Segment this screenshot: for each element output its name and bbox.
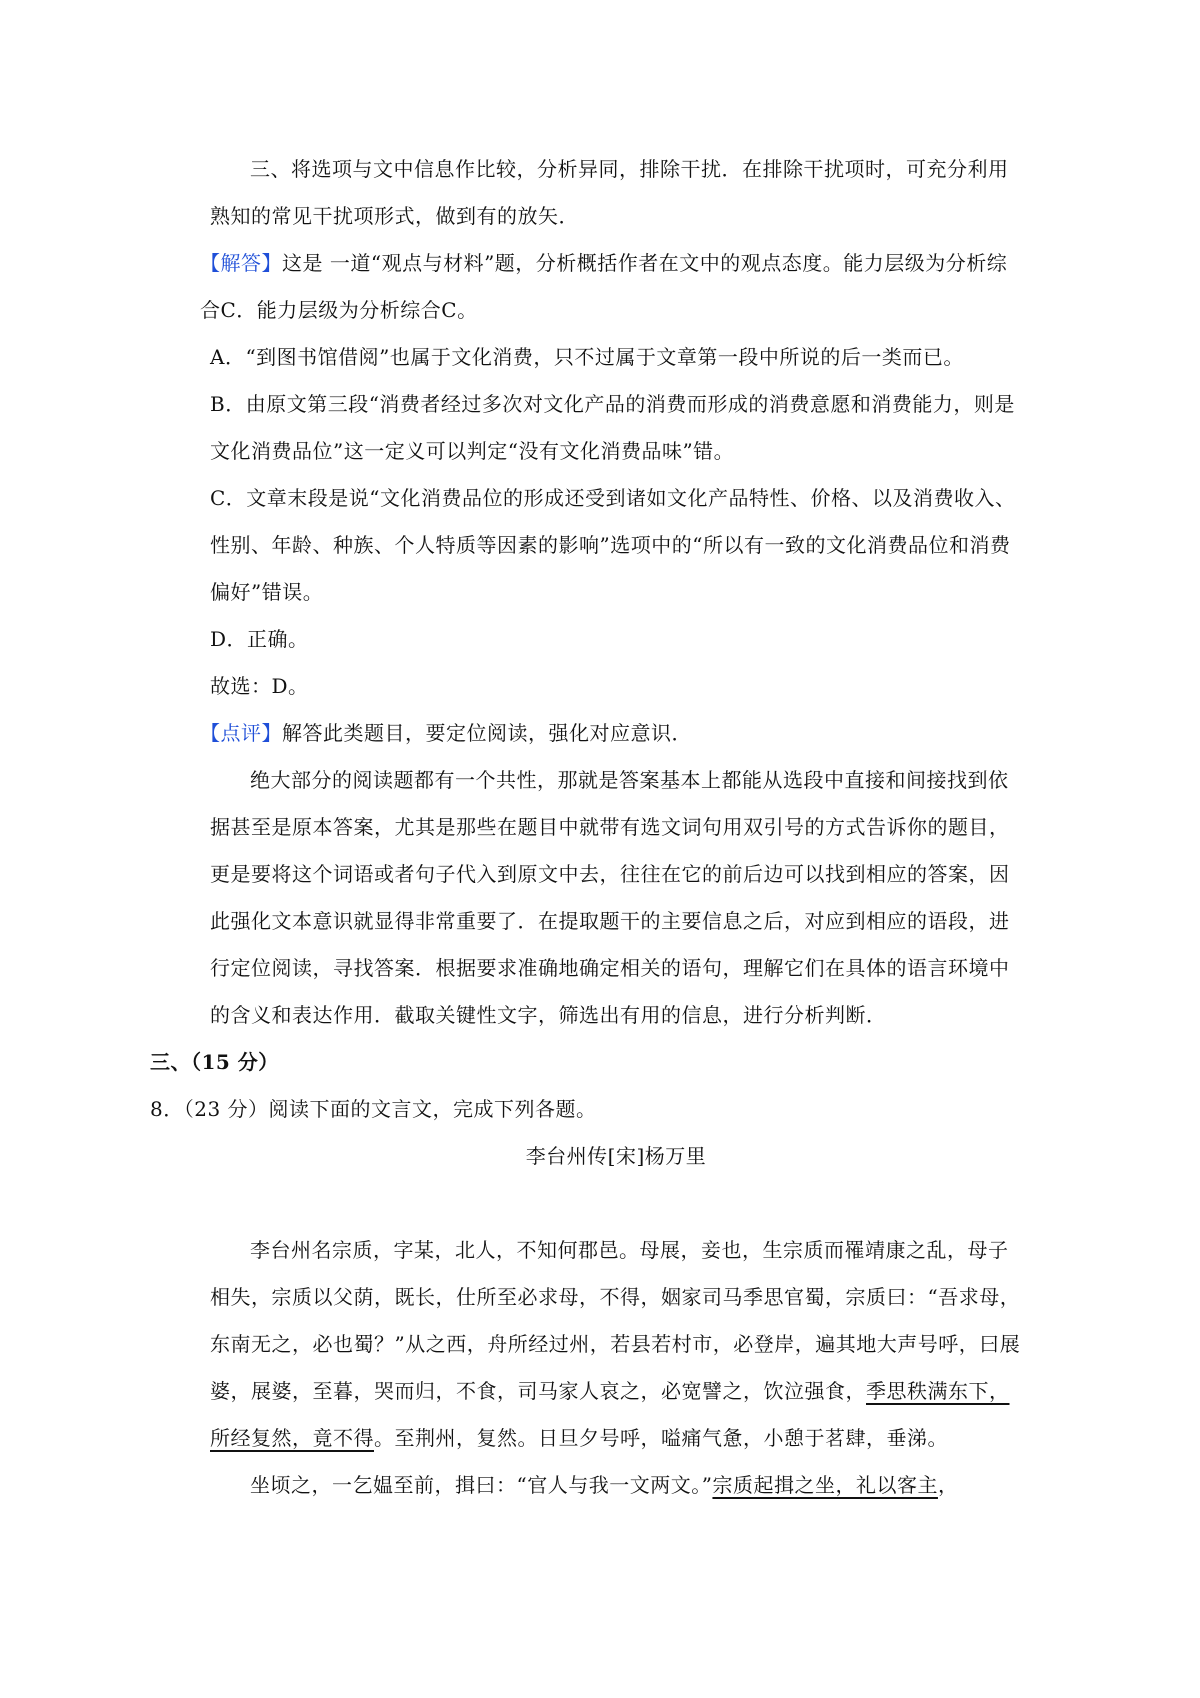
option-c xyxy=(210,475,1022,616)
final-choice-text: 故选：D。 xyxy=(210,674,309,698)
option-d xyxy=(210,616,1022,663)
passage-paragraph-2-underlined: 宗质起揖之坐，礼以客主 xyxy=(712,1473,938,1497)
passage-title xyxy=(210,1133,1022,1180)
analysis-text: 三、将选项与文中信息作比较，分析异同，排除干扰．在排除干扰项时，可充分利用熟知的常见干扰项形式，做到有的放矢． xyxy=(210,157,1009,228)
question-line-text: 8．（23 分）阅读下面的文言文，完成下列各题。 xyxy=(150,1097,597,1121)
passage-paragraph-2 xyxy=(210,1462,1022,1509)
option-d-text: D．正确。 xyxy=(210,627,309,651)
option-a-text: A．“到图书馆借阅”也属于文化消费，只不过属于文章第一段中所说的后一类而已。 xyxy=(210,345,964,369)
section-title-text: 三、（15 分） xyxy=(150,1050,279,1074)
option-b-text: B．由原文第三段“消费者经过多次对文化产品的消费而形成的消费意愿和消费能力，则是文化消费品位”这一定义可以判定“没有文化消费品味”错。 xyxy=(210,392,1015,463)
answer-text: 这是 一道“观点与材料”题，分析概括作者在文中的观点态度。能力层级为分析综合C．能力层级为分析综合C。 xyxy=(200,251,1008,322)
passage-paragraph-2-a: 坐顷之，一乞媪至前，揖曰：“官人与我一文两文。” xyxy=(250,1473,713,1497)
long-paragraph xyxy=(210,757,1022,1039)
analysis-paragraph xyxy=(210,146,1022,240)
option-a xyxy=(210,334,1022,381)
comment-text: 解答此类题目，要定位阅读，强化对应意识． xyxy=(282,721,692,745)
comment-paragraph xyxy=(200,710,1012,757)
document-content xyxy=(150,146,1022,1509)
comment-label: 【点评】 xyxy=(200,721,282,745)
option-c-text: C．文章末段是说“文化消费品位的形成还受到诸如文化产品特性、价格、以及消费收入、性别、年龄、种族、个人特质等因素的影响”选项中的“所以有一致的文化消费品位和消费偏好”错误。 xyxy=(210,486,1016,604)
passage-paragraph-1 xyxy=(210,1227,1022,1462)
passage-paragraph-1-b: 。至荆州，复然。日旦夕号呼，嗌痛气惫，小憩于茗肆，垂涕。 xyxy=(374,1426,948,1450)
final-choice xyxy=(210,663,1022,710)
answer-label: 【解答】 xyxy=(200,251,282,275)
passage-paragraph-1-a: 李台州名宗质，字某，北人，不知何郡邑。母展，妾也，生宗质而罹靖康之乱，母子相失，宗质以父荫，既长，仕所至必求母，不得，姻家司马季思官蜀，宗质曰：“吾求母，东南无之，必也蜀？”从之西，舟所经过州，若县若村市，必登岸，遍其地大声号呼，曰展婆，展婆，至暮，哭而归，不食，司马家人哀之，必宽譬之，饮泣强食， xyxy=(210,1238,1021,1403)
answer-paragraph xyxy=(200,240,1012,334)
passage-spacer xyxy=(210,1180,1022,1227)
section-title xyxy=(150,1039,962,1086)
passage-paragraph-1-underlined: 季思秩满东下，所经复然，竟不得 xyxy=(210,1379,1010,1450)
passage-paragraph-2-b: ， xyxy=(937,1473,959,1497)
passage-title-text: 李台州传[宋]杨万里 xyxy=(525,1144,707,1168)
option-b xyxy=(210,381,1022,475)
question-line xyxy=(150,1086,962,1133)
long-paragraph-text: 绝大部分的阅读题都有一个共性，那就是答案基本上都能从选段中直接和间接找到依据甚至是原本答案，尤其是那些在题目中就带有选文词句用双引号的方式告诉你的题目，更是要将这个词语或者句子代入到原文中去，往往在它的前后边可以找到相应的答案，因此强化文本意识就显得非常重要了．在提取题干的主要信息之后，对应到相应的语段，进行定位阅读，寻找答案．根据要求准确地确定相关的语句，理解它们在具体的语言环境中的含义和表达作用．截取关键性文字，筛选出有用的信息，进行分析判断． xyxy=(210,768,1010,1027)
